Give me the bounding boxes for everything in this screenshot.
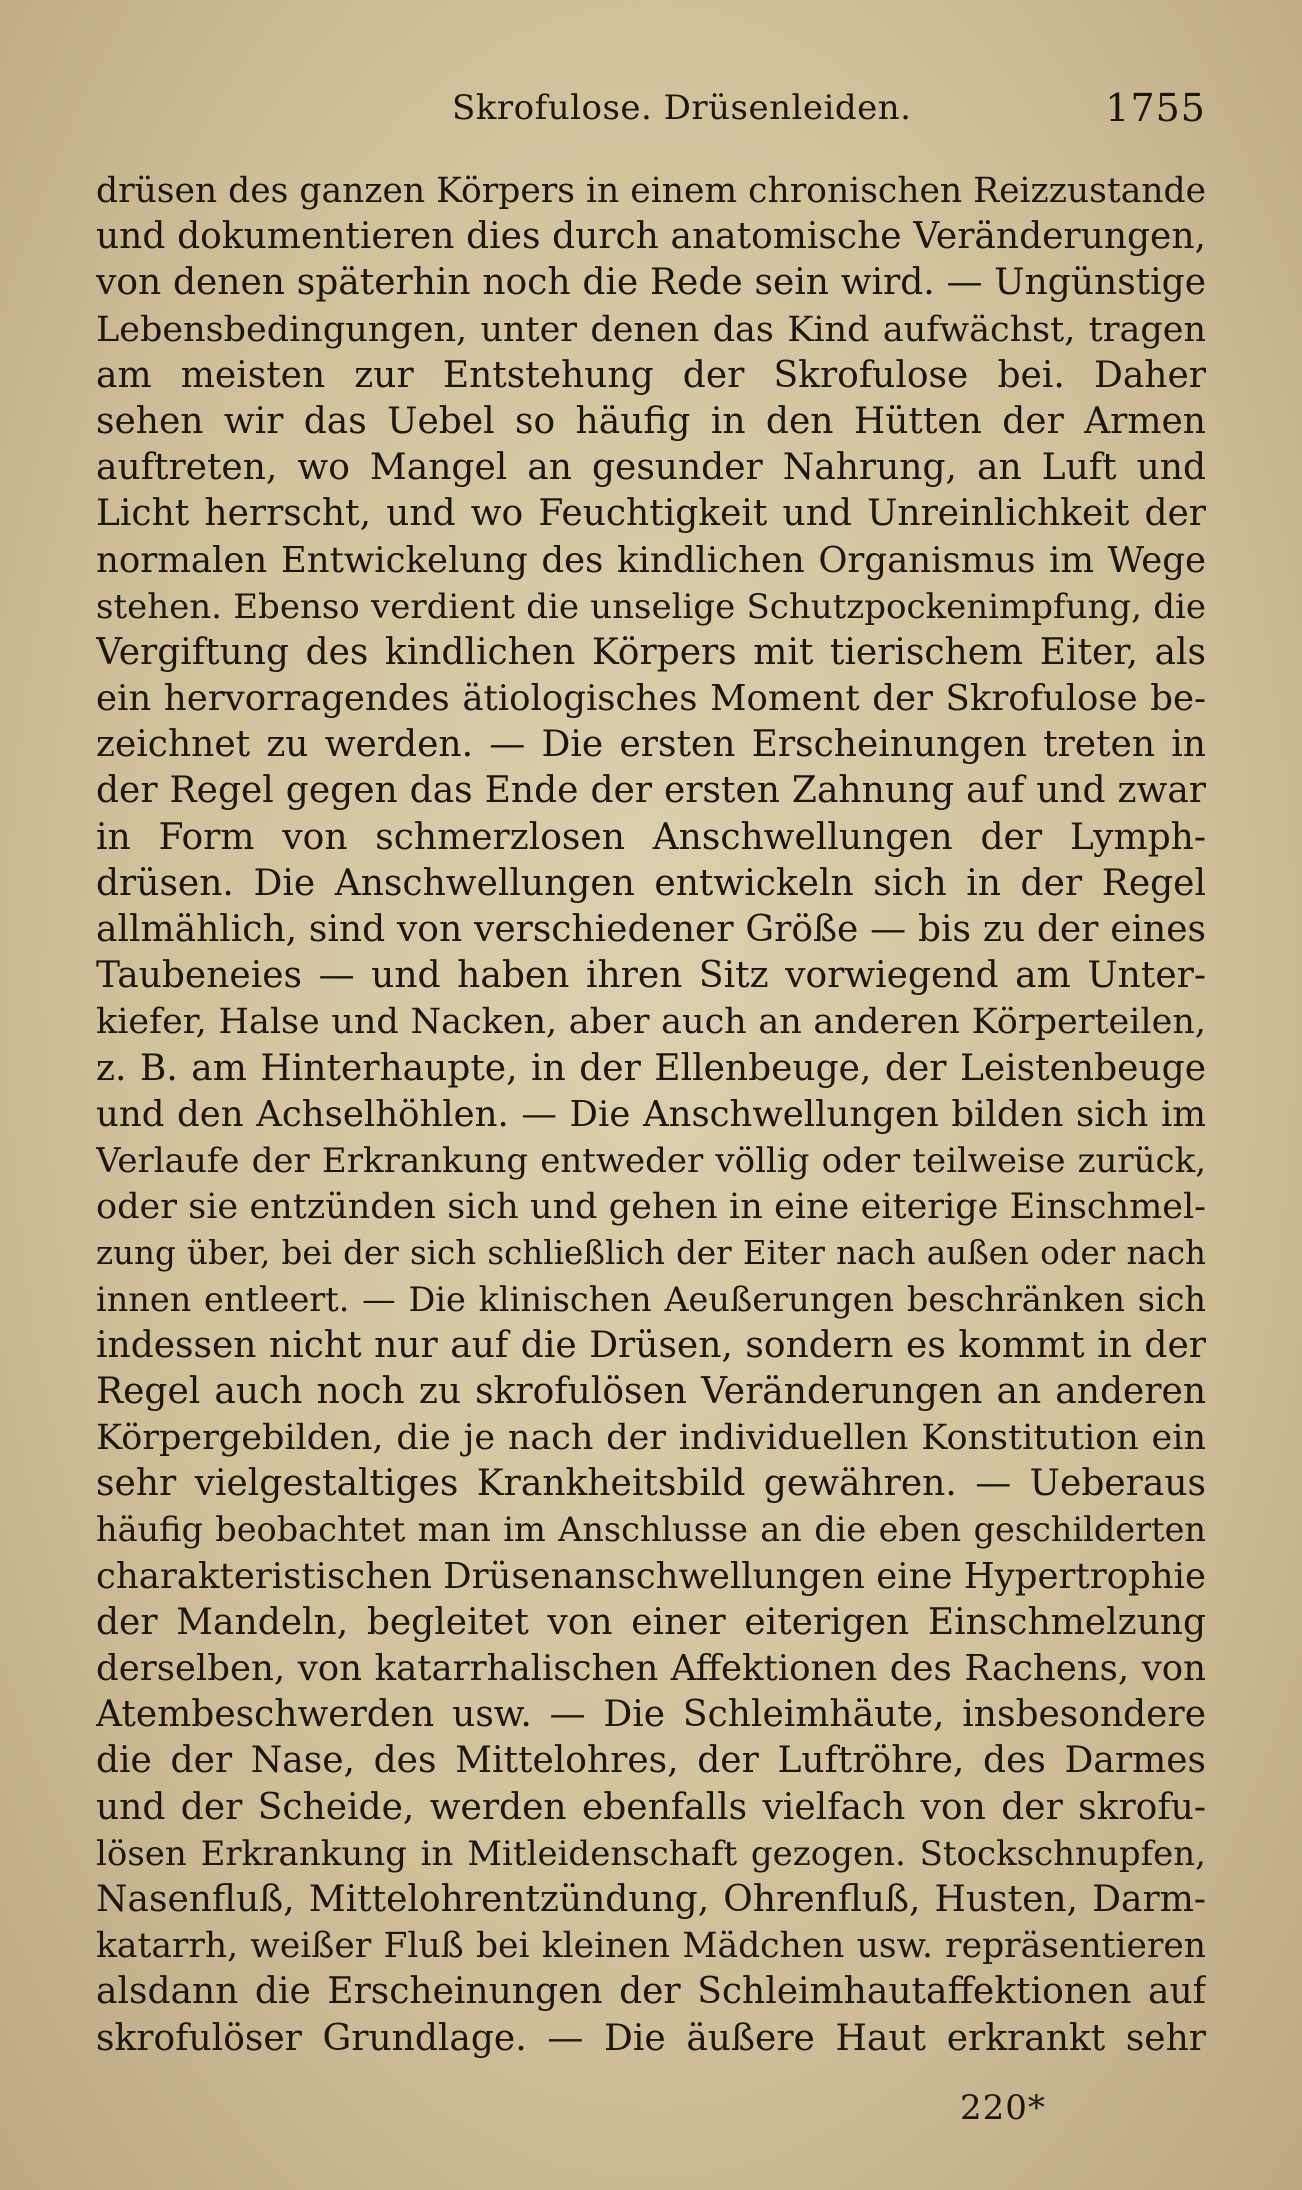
text-line: kiefer, Halse und Nacken, aber auch an anderen Körperteilen, bbox=[96, 1002, 1206, 1043]
header-title: Skrofulose. Drüsenleiden. bbox=[452, 88, 912, 128]
text-line: sehen wir das Uebel so häufig in den Hütten der Armen bbox=[96, 400, 1206, 442]
text-line: zung über, bei der sich schließlich der Eiter nach außen oder nach bbox=[96, 1234, 1206, 1273]
text-line: auftreten, wo Mangel an gesunder Nahrung, an Luft und bbox=[96, 447, 1206, 489]
running-head bbox=[96, 88, 1206, 138]
text-line: ein hervorragendes ätiologisches Moment der Skrofulose be- bbox=[96, 678, 1206, 720]
text-line: und dokumentieren dies durch anatomische Veränderungen, bbox=[96, 216, 1206, 258]
text-line: häufig beobachtet man im Anschlusse an die eben geschilderten bbox=[96, 1510, 1206, 1550]
text-line: Lebensbedingungen, unter denen das Kind aufwächst, tragen bbox=[96, 309, 1206, 350]
text-line: die der Nase, des Mittelohres, der Luftröhre, des Darmes bbox=[96, 1740, 1206, 1782]
text-line: allmählich, sind von verschiedener Größe — bis zu der eines bbox=[96, 909, 1206, 950]
text-line: Vergiftung des kindlichen Körpers mit tierischem Eiter, als bbox=[96, 631, 1206, 673]
text-line: derselben, von katarrhalischen Affektionen des Rachens, von bbox=[96, 1648, 1206, 1689]
text-line: drüsen. Die Anschwellungen entwickeln sich in der Regel bbox=[96, 862, 1206, 904]
body-text bbox=[96, 168, 1206, 2062]
text-line: sehr vielgestaltiges Krankheitsbild gewähren. — Ueberaus bbox=[96, 1463, 1206, 1505]
text-line: Verlaufe der Erkrankung entweder völlig oder teilweise zurück, bbox=[96, 1140, 1206, 1181]
text-line: normalen Entwickelung des kindlichen Organismus im Wege bbox=[96, 539, 1206, 581]
text-line: charakteristischen Drüsenanschwellungen eine Hypertrophie bbox=[96, 1555, 1206, 1597]
text-line: drüsen des ganzen Körpers in einem chronischen Reizzustande bbox=[96, 171, 1206, 211]
text-line: oder sie entzünden sich und gehen in eine eiterige Einschmel- bbox=[96, 1187, 1206, 1228]
text-line: zeichnet zu werden. — Die ersten Erscheinungen treten in bbox=[96, 724, 1206, 766]
text-line: und den Achselhöhlen. — Die Anschwellungen bilden sich im bbox=[96, 1093, 1206, 1135]
text-line: der Mandeln, begleitet von einer eiterigen Einschmelzung bbox=[96, 1601, 1206, 1643]
text-line: am meisten zur Entstehung der Skrofulose bei. Daher bbox=[96, 354, 1206, 396]
text-line: Atembeschwerden usw. — Die Schleimhäute, insbesondere bbox=[96, 1694, 1206, 1736]
text-line: und der Scheide, werden ebenfalls vielfach von der skrofu- bbox=[96, 1786, 1206, 1828]
text-line: indessen nicht nur auf die Drüsen, sondern es kommt in der bbox=[96, 1324, 1206, 1366]
text-line: stehen. Ebenso verdient die unselige Schutzpockenimpfung, die bbox=[96, 586, 1206, 627]
text-line: der Regel gegen das Ende der ersten Zahnung auf und zwar bbox=[96, 770, 1206, 812]
text-line: Körpergebilden, die je nach der individuellen Konstitution ein bbox=[96, 1418, 1206, 1459]
text-line: katarrh, weißer Fluß bei kleinen Mädchen usw. repräsentieren bbox=[96, 1926, 1206, 1967]
text-line: lösen Erkrankung in Mitleidenschaft gezogen. Stockschnupfen, bbox=[96, 1833, 1206, 1874]
text-line: Nasenfluß, Mittelohrentzündung, Ohrenfluß, Husten, Darm- bbox=[96, 1878, 1206, 1920]
text-line: Regel auch noch zu skrofulösen Veränderungen an anderen bbox=[96, 1370, 1206, 1412]
text-line: innen entleert. — Die klinischen Aeußerungen beschränken sich bbox=[96, 1279, 1206, 1319]
text-line: skrofulöser Grundlage. — Die äußere Haut erkrankt sehr bbox=[96, 2017, 1206, 2059]
page-number: 1755 bbox=[1105, 86, 1206, 130]
text-line: alsdann die Erscheinungen der Schleimhautaffektionen auf bbox=[96, 1971, 1206, 2013]
text-line: von denen späterhin noch die Rede sein wird. — Ungünstige bbox=[96, 262, 1206, 304]
text-line: in Form von schmerzlosen Anschwellungen der Lymph- bbox=[96, 816, 1206, 858]
signature-mark: 220* bbox=[960, 2088, 1046, 2128]
text-line: Taubeneies — und haben ihren Sitz vorwiegend am Unter- bbox=[96, 955, 1206, 997]
text-line: Licht herrscht, und wo Feuchtigkeit und Unreinlichkeit der bbox=[96, 493, 1206, 535]
text-line: z. B. am Hinterhaupte, in der Ellenbeuge, der Leistenbeuge bbox=[96, 1047, 1206, 1089]
